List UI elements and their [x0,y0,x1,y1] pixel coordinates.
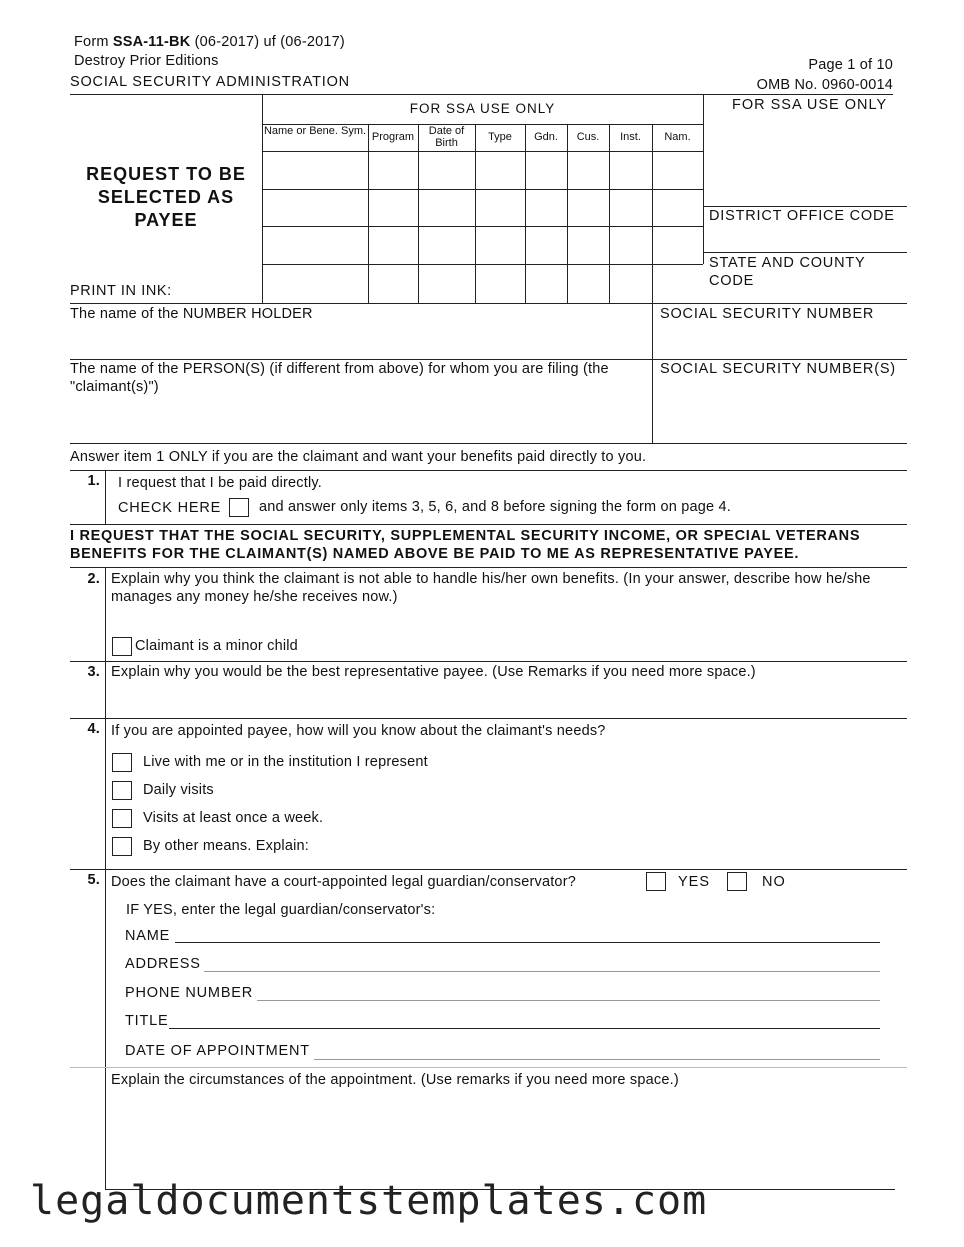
grid-line [70,567,907,568]
item4-number: 4. [87,721,100,737]
omb-number: OMB No. 0960-0014 [756,77,893,93]
grid-line [70,303,907,304]
other-means-checkbox[interactable] [112,837,132,856]
number-holder-label: The name of the NUMBER HOLDER [70,306,313,322]
ssa-grid-cell[interactable] [653,152,702,188]
ssa-grid-cell[interactable] [369,152,417,188]
ssa-grid-cell[interactable] [526,190,566,225]
item3-answer-field[interactable] [110,684,900,716]
guardian-title-field[interactable] [170,1008,880,1028]
minor-child-checkbox[interactable] [112,637,132,656]
minor-child-label: Claimant is a minor child [135,638,298,654]
top-border [70,94,893,95]
number-holder-field[interactable] [70,324,650,358]
guardian-title-line [169,1028,880,1029]
col-name-bene-sym: Name or Bene. Sym. [263,125,367,137]
ssa-grid-cell[interactable] [610,152,651,188]
guardian-address-label: ADDRESS [125,956,201,972]
appointment-date-field[interactable] [315,1039,880,1059]
guardian-phone-label: PHONE NUMBER [125,985,254,1001]
ssa-grid-cell[interactable] [476,227,524,263]
grid-line [70,443,907,444]
grid-line [70,661,907,662]
ssa-grid-cell[interactable] [419,152,474,188]
ssa-grid-cell[interactable] [526,227,566,263]
guardian-no-checkbox[interactable] [727,872,747,891]
weekly-visits-checkbox[interactable] [112,809,132,828]
guardian-address-line [204,971,880,972]
ssa-grid-cell[interactable] [476,152,524,188]
ssa-grid-cell[interactable] [610,265,651,302]
ssa-grid-cell[interactable] [610,190,651,225]
request-statement: I REQUEST THAT THE SOCIAL SECURITY, SUPPLEMENTAL SECURITY INCOME, OR SPECIAL VETERANS BENEFITS FOR THE CLAIMANT(S) NAMED ABOVE BE PAID TO ME AS REPRESENTATIVE PAYEE. [70,528,861,562]
guardian-name-field[interactable] [176,922,880,942]
live-with-me-checkbox[interactable] [112,753,132,772]
ssa-grid-cell[interactable] [653,265,702,302]
right-ssa-use-only-label: FOR SSA USE ONLY [732,97,888,113]
guardian-phone-field[interactable] [258,980,880,1000]
ssa-grid-cell[interactable] [653,227,702,263]
state-county-code-label: STATE AND COUNTY CODE [709,255,866,289]
guardian-phone-line [257,1000,880,1001]
ssa-grid-cell[interactable] [369,227,417,263]
district-office-code-label: DISTRICT OFFICE CODE [709,208,895,224]
grid-line [70,524,907,525]
item1-after-check: and answer only items 3, 5, 6, and 8 before signing the form on page 4. [259,499,732,515]
destroy-prior-editions: Destroy Prior Editions [74,53,219,69]
grid-line [70,869,907,870]
col-program: Program [371,131,415,143]
appointment-explain-field[interactable] [110,1092,900,1184]
agency-name: SOCIAL SECURITY ADMINISTRATION [70,74,350,90]
ssa-grid-cell[interactable] [568,227,608,263]
form-dates: (06-2017) uf (06-2017) [190,34,345,50]
option-daily-visits: Daily visits [143,782,214,798]
option-live-with-me: Live with me or in the institution I represent [143,754,428,770]
guardian-name-line [175,942,880,943]
guardian-name-label: NAME [125,928,171,944]
ssa-grid-cell[interactable] [653,190,702,225]
yes-label: YES [678,874,711,890]
guardian-address-field[interactable] [205,951,880,971]
person-field[interactable] [70,400,650,442]
watermark: legaldocumentstemplates.com [30,1178,708,1224]
item1-text: I request that I be paid directly. [118,475,323,491]
district-office-code-field[interactable] [704,226,907,251]
ssa-grid-cell[interactable] [568,265,608,302]
page-number: Page 1 of 10 [808,57,893,73]
col-inst: Inst. [620,131,641,143]
ssa-grid-cell[interactable] [419,190,474,225]
ssn-label: SOCIAL SECURITY NUMBER [660,306,875,322]
if-yes-label: IF YES, enter the legal guardian/conservator's: [126,902,436,918]
appointment-explain-label: Explain the circumstances of the appointment. (Use remarks if you need more space.) [111,1072,679,1088]
ssa-grid-cell[interactable] [610,227,651,263]
ssa-grid-cell[interactable] [263,152,367,188]
grid-line [703,252,907,253]
col-cus: Cus. [576,131,600,143]
appointment-date-line [314,1059,880,1060]
item2-number: 2. [87,571,100,587]
ssa-grid-cell[interactable] [526,265,566,302]
form-number [74,33,345,51]
appointment-date-label: DATE OF APPOINTMENT [125,1043,310,1059]
grid-line [70,470,907,471]
item2-text: Explain why you think the claimant is not able to handle his/her own benefits. (In your answer, describe how he/she manages any money he/she receives now.) [111,571,871,605]
ssa-grid-cell[interactable] [263,265,367,302]
guardian-title-label: TITLE [125,1013,169,1029]
ssa-grid-cell[interactable] [526,152,566,188]
option-weekly-visits: Visits at least once a week. [143,810,324,826]
other-means-explain-field[interactable] [330,835,900,857]
ssa-grid-cell[interactable] [419,265,474,302]
col-date-of-birth: Date of Birth [428,125,465,149]
option-other-means: By other means. Explain: [143,838,309,854]
ssns-field[interactable] [655,380,905,442]
item3-text: Explain why you would be the best representative payee. (Use Remarks if you need more space.) [111,664,756,680]
check-here-label: CHECK HERE [118,500,222,516]
grid-line [70,1067,907,1068]
col-type: Type [488,131,512,143]
item1-intro: Answer item 1 ONLY if you are the claimant and want your benefits paid directly to you. [70,449,647,465]
paid-directly-checkbox[interactable] [229,498,249,517]
form-prefix: Form [74,34,113,50]
col-nam: Nam. [664,131,691,143]
grid-line [70,718,907,719]
ssa-use-only-label: FOR SSA USE ONLY [409,101,556,116]
person-label: The name of the PERSON(S) (if different from above) for whom you are filing (the "claimant(s)") [70,361,609,395]
ssn-field[interactable] [655,324,905,358]
no-label: NO [762,874,786,890]
guardian-yes-checkbox[interactable] [646,872,666,891]
ssns-label: SOCIAL SECURITY NUMBER(S) [660,361,896,377]
page-title: REQUEST TO BE SELECTED AS PAYEE [86,164,246,230]
ssa-grid-cell[interactable] [263,190,367,225]
item5-text: Does the claimant have a court-appointed legal guardian/conservator? [111,874,576,890]
ssa-grid-cell[interactable] [568,190,608,225]
item5-number: 5. [87,872,100,888]
ssa-grid-cell[interactable] [568,152,608,188]
daily-visits-checkbox[interactable] [112,781,132,800]
ssa-grid-cell[interactable] [476,265,524,302]
ssa-grid-cell[interactable] [263,227,367,263]
ssa-grid-cell[interactable] [476,190,524,225]
col-gdn: Gdn. [534,131,558,143]
ssa-grid-cell[interactable] [369,265,417,302]
ssa-grid-cell[interactable] [419,227,474,263]
item4-text: If you are appointed payee, how will you know about the claimant's needs? [111,723,606,739]
print-in-ink: PRINT IN INK: [70,283,172,299]
item3-number: 3. [87,664,100,680]
form-id: SSA-11-BK [112,34,191,50]
item2-answer-field[interactable] [110,610,900,634]
grid-line [105,470,106,524]
ssa-grid-cell[interactable] [369,190,417,225]
item1-number: 1. [87,473,100,489]
